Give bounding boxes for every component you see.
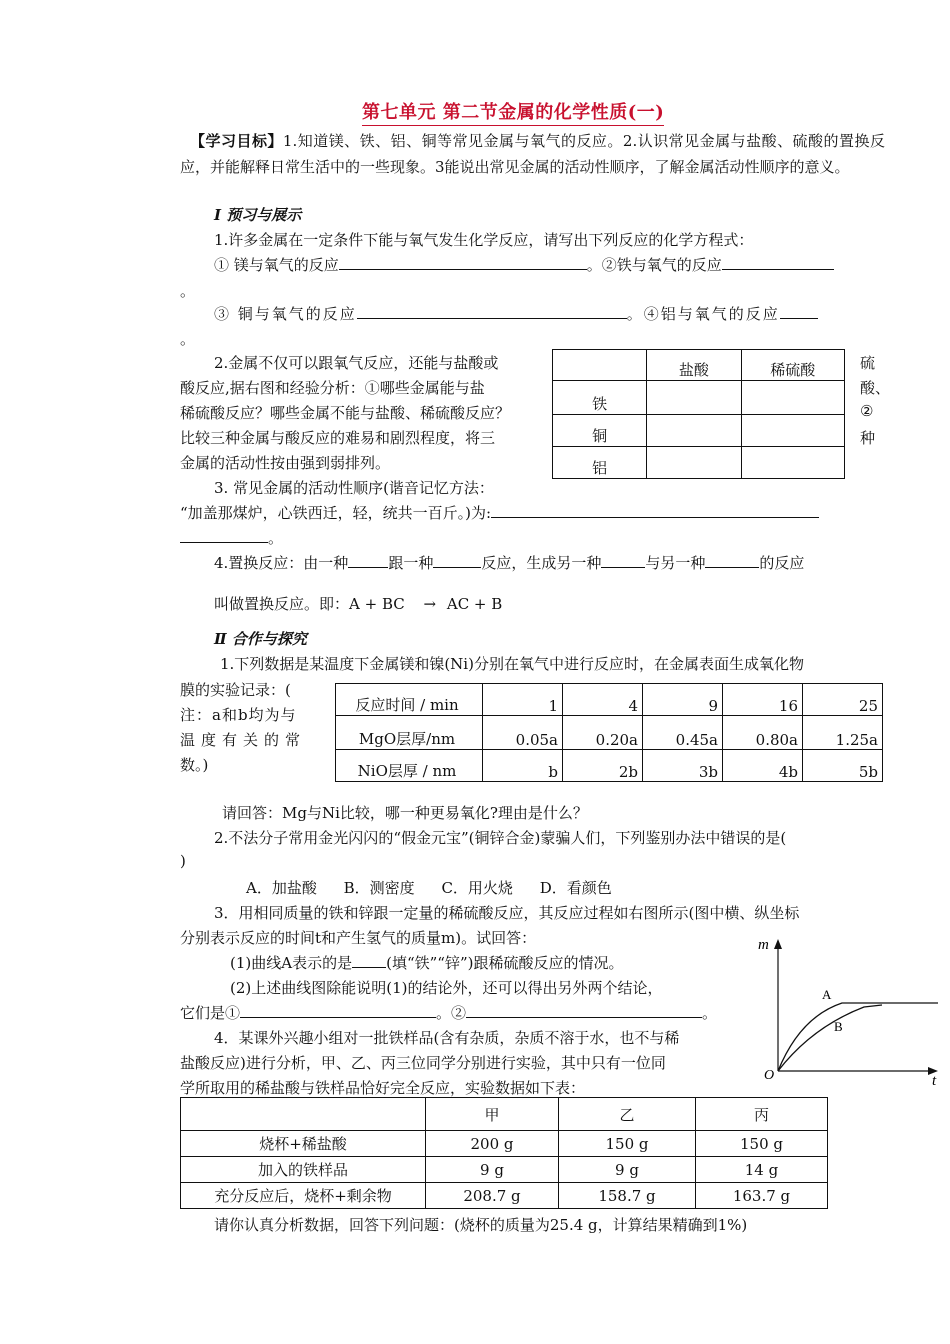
- section-2-heading: Ⅱ 合作与探究: [214, 630, 307, 648]
- table-row-label: 铜: [553, 415, 647, 447]
- table-cell: [181, 1098, 426, 1131]
- text: AC + B: [446, 595, 503, 613]
- s1-q4-line2: [214, 593, 502, 614]
- table-cell: 150 g: [559, 1131, 696, 1157]
- s1-q2-line: 2.金属不仅可以跟氧气反应，还能与盐酸或: [214, 354, 499, 372]
- s1-q2-right: 种: [860, 429, 876, 447]
- answer-blank[interactable]: [705, 552, 759, 568]
- table-cell: 208.7 g: [426, 1183, 559, 1209]
- text: 跟一种: [388, 554, 434, 572]
- page-title: 第七单元 第二节金属的化学性质(一): [362, 98, 664, 126]
- answer-blank[interactable]: [180, 527, 268, 543]
- text: 。②: [436, 1004, 467, 1022]
- table-cell: 0.80a: [723, 716, 803, 750]
- table-header: 丙: [696, 1098, 828, 1131]
- s2-q1-intro: 1.下列数据是某温度下金属镁和镍(Ni)分别在氧气中进行反应时，在金属表面生成氧化物: [220, 655, 804, 673]
- answer-blank[interactable]: [722, 254, 834, 270]
- s2-q3-a: [230, 952, 623, 973]
- answer-blank[interactable]: [466, 1002, 702, 1018]
- s1-q1-line-c: [214, 303, 818, 324]
- s1-q2-right: ②: [860, 402, 874, 420]
- s2-q1-side: 注：a和b均为与: [180, 706, 297, 724]
- option-d[interactable]: D．看颜色: [539, 879, 612, 897]
- table-header: 稀硫酸: [741, 350, 844, 381]
- period: 。: [180, 330, 196, 348]
- s1-q1-b: 。②铁与氧气的反应: [586, 256, 722, 274]
- table-cell: 9: [643, 684, 723, 716]
- table-cell: [647, 381, 741, 415]
- table-cell: [647, 415, 741, 447]
- table-cell: 158.7 g: [559, 1183, 696, 1209]
- period: 。: [180, 282, 196, 300]
- answer-blank[interactable]: [780, 303, 818, 319]
- table-row-label: 铝: [553, 447, 647, 479]
- answer-blank[interactable]: [352, 952, 386, 968]
- text: 与另一种: [645, 554, 706, 572]
- learning-objectives: [180, 128, 885, 180]
- s2-q2-options: [246, 877, 612, 898]
- table-cell: 1.25a: [803, 716, 883, 750]
- s1-q3-text: “加盖那煤炉，心铁西迁，轻，统共一百斤。)为:: [180, 504, 492, 522]
- y-axis-label: m: [758, 937, 769, 953]
- table-cell: 加入的铁样品: [181, 1157, 426, 1183]
- s1-q3-line1: 3. 常见金属的活动性顺序(谐音记忆方法：: [214, 479, 494, 497]
- text: 反应，生成另一种: [481, 554, 602, 572]
- answer-blank[interactable]: [433, 552, 481, 568]
- curve-a: [778, 1003, 938, 1071]
- table-header: 甲: [426, 1098, 559, 1131]
- table-cell: 0.20a: [563, 716, 643, 750]
- s1-q2-line: 金属的活动性按由强到弱排列。: [180, 454, 391, 472]
- text: 4.置换反应：由一种: [214, 554, 349, 572]
- curve-a-label: A: [822, 987, 832, 1002]
- s1-q1-a: ① 镁与氧气的反应: [214, 256, 339, 274]
- table-cell: 烧杯+稀盐酸: [181, 1131, 426, 1157]
- answer-blank[interactable]: [240, 1002, 436, 1018]
- s1-q3-line2: [180, 502, 819, 523]
- s1-q2-right: 酸、: [860, 379, 891, 397]
- section-1-heading: Ⅰ 预习与展示: [214, 206, 302, 224]
- y-axis-arrow-icon: [774, 939, 782, 949]
- origin-label: O: [764, 1068, 775, 1083]
- s2-q3-line1: 3．用相同质量的铁和锌跟一定量的稀硫酸反应，其反应过程如右图所示(图中横、纵坐标: [214, 904, 800, 922]
- s1-q2-right: 硫: [860, 354, 876, 372]
- s1-q4-line1: [214, 552, 804, 573]
- option-c[interactable]: C．用火烧: [441, 879, 513, 897]
- arrow-icon: →: [423, 595, 437, 613]
- x-axis-label: t: [932, 1073, 937, 1085]
- s2-q4-line3: 学所取用的稀盐酸与铁样品恰好完全反应，实验数据如下表：: [180, 1079, 586, 1097]
- text: (填“铁”“锌”)跟稀硫酸反应的情况。: [386, 954, 624, 972]
- table-cell: NiO层厚 / nm: [336, 750, 483, 782]
- s2-q1-side: 数。): [180, 756, 209, 774]
- table-cell: 163.7 g: [696, 1183, 828, 1209]
- s2-q1-question: 请回答：Mg与Ni比较，哪一种更易氧化?理由是什么？: [222, 804, 588, 822]
- objectives-label: 【学习目标】: [190, 132, 283, 150]
- table-cell: 0.05a: [483, 716, 563, 750]
- table-cell: 16: [723, 684, 803, 716]
- table-cell: 25: [803, 684, 883, 716]
- s2-q3-c: [180, 1002, 717, 1023]
- answer-blank[interactable]: [491, 502, 819, 518]
- answer-blank[interactable]: [601, 552, 645, 568]
- table-cell: 9 g: [426, 1157, 559, 1183]
- period: 。: [268, 529, 284, 547]
- table-cell: 反应时间 / min: [336, 684, 483, 716]
- table-cell: 1: [483, 684, 563, 716]
- table-header: 盐酸: [647, 350, 741, 381]
- s2-q1-side: 膜的实验记录：(: [180, 681, 291, 699]
- table-cell: b: [483, 750, 563, 782]
- s2-q4-question: 请你认真分析数据，回答下列问题：(烧杯的质量为25.4 g，计算结果精确到1%): [214, 1216, 748, 1234]
- oxide-table: [335, 683, 883, 782]
- table-cell: 2b: [563, 750, 643, 782]
- table-cell: [553, 350, 647, 381]
- table-cell: 3b: [643, 750, 723, 782]
- text: 的反应: [759, 554, 805, 572]
- s1-q2-line: 酸反应,据右图和经验分析：①哪些金属能与盐: [180, 379, 485, 397]
- s2-q3-line2: 分别表示反应的时间t和产生氢气的质量m)。试回答：: [180, 929, 537, 947]
- table-cell: MgO层厚/nm: [336, 716, 483, 750]
- acid-table: [552, 349, 845, 479]
- table-cell: 5b: [803, 750, 883, 782]
- text: 它们是①: [180, 1004, 241, 1022]
- table-cell: [741, 415, 844, 447]
- table-header: 乙: [559, 1098, 696, 1131]
- table-cell: 14 g: [696, 1157, 828, 1183]
- answer-blank[interactable]: [339, 254, 587, 270]
- s2-q2-line2: ): [180, 852, 186, 870]
- table-cell: 充分反应后，烧杯+剩余物: [181, 1183, 426, 1209]
- table-cell: 0.45a: [643, 716, 723, 750]
- table-row-label: 铁: [553, 381, 647, 415]
- table-cell: [741, 381, 844, 415]
- table-cell: 9 g: [559, 1157, 696, 1183]
- s1-q2-line: 稀硫酸反应？哪些金属不能与盐酸、稀硫酸反应？: [180, 404, 511, 422]
- answer-blank[interactable]: [348, 552, 388, 568]
- table-cell: [647, 447, 741, 479]
- curve-b: [778, 1005, 882, 1071]
- s2-q4-line1: 4．某课外兴趣小组对一批铁样品(含有杂质，杂质不溶于水，也不与稀: [214, 1029, 680, 1047]
- s1-q3-line3: [180, 527, 283, 548]
- s2-q1-side: 温度有关的常: [180, 731, 307, 749]
- answer-blank[interactable]: [357, 303, 627, 319]
- reaction-graph: [752, 935, 942, 1085]
- s1-q1-d: 。④铝与氧气的反应: [626, 305, 780, 323]
- option-a[interactable]: A．加盐酸: [246, 879, 317, 897]
- s1-q2-line: 比较三种金属与酸反应的难易和剧烈程度，将三: [180, 429, 496, 447]
- table-cell: 150 g: [696, 1131, 828, 1157]
- s1-q1-line-a: [214, 254, 834, 275]
- s2-q4-line2: 盐酸反应)进行分析，甲、乙、丙三位同学分别进行实验，其中只有一位同: [180, 1054, 666, 1072]
- option-b[interactable]: B．测密度: [343, 879, 415, 897]
- curve-b-label: B: [834, 1019, 843, 1034]
- text: (1)曲线A表示的是: [230, 954, 353, 972]
- s1-q1-intro: 1.许多金属在一定条件下能与氧气发生化学反应，请写出下列反应的化学方程式：: [214, 231, 754, 249]
- table-cell: [741, 447, 844, 479]
- s2-q2-line1: 2.不法分子常用金光闪闪的“假金元宝”(铜锌合金)蒙骗人们，下列鉴别办法中错误的是(: [214, 829, 787, 847]
- s2-q3-b: (2)上述曲线图除能说明(1)的结论外，还可以得出另外两个结论，: [230, 979, 663, 997]
- table-cell: 200 g: [426, 1131, 559, 1157]
- text: 叫做置换反应。即：A + BC: [214, 595, 405, 613]
- text: 。: [702, 1004, 718, 1022]
- s1-q1-c: ③ 铜与氧气的反应: [214, 305, 357, 323]
- objectives-text: 1.知道镁、铁、铝、铜等常见金属与氧气的反应。2.认识常见金属与盐酸、硫酸的置换反应，并能解释日常生活中的一些现象。3能说出常见金属的活动性顺序，了解金属活动性顺序的意义。: [180, 132, 885, 176]
- table-cell: 4: [563, 684, 643, 716]
- table-cell: 4b: [723, 750, 803, 782]
- experiment-table: [180, 1097, 828, 1209]
